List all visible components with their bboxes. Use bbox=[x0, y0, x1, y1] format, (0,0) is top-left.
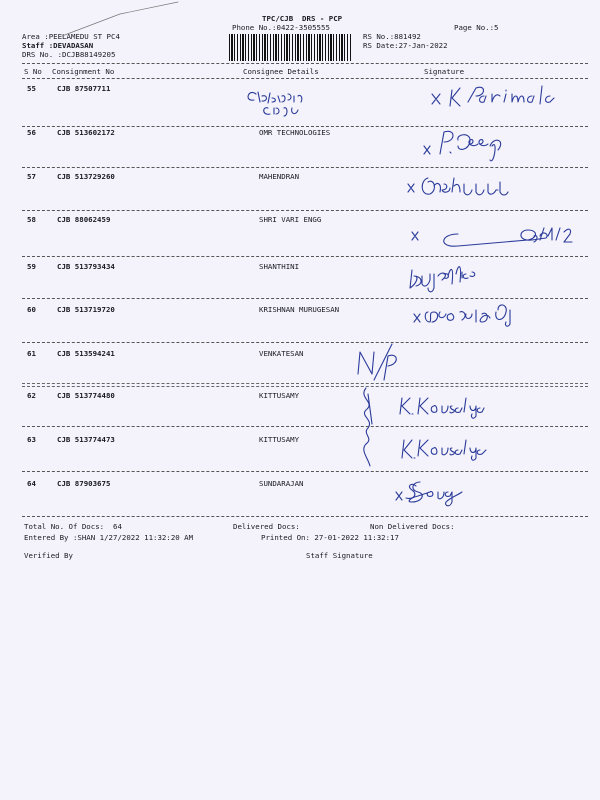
row-consignment: CJB 88062459 bbox=[57, 215, 111, 224]
document-title: TPC/CJB DRS - PCP bbox=[262, 14, 343, 23]
drs-number: DRS No. :DCJB88149205 bbox=[22, 50, 116, 59]
delivered-docs: Delivered Docs: bbox=[233, 522, 300, 531]
row-consignment: CJB 513602172 bbox=[57, 128, 115, 137]
row-sno: 64 bbox=[27, 479, 36, 488]
signature-63 bbox=[398, 436, 508, 468]
phone-number: Phone No.:0422-3505555 bbox=[232, 23, 330, 32]
row-sno: 59 bbox=[27, 262, 36, 271]
column-signature: Signature bbox=[424, 67, 465, 76]
row-consignee: MAHENDRAN bbox=[259, 172, 300, 181]
row-divider bbox=[22, 298, 588, 299]
row-consignment: CJB 87903675 bbox=[57, 479, 111, 488]
row-divider bbox=[22, 256, 588, 257]
row-divider bbox=[22, 426, 588, 427]
row-sno: 55 bbox=[27, 84, 36, 93]
header-rule-top bbox=[22, 63, 588, 64]
row-sno: 62 bbox=[27, 391, 36, 400]
signature-56 bbox=[420, 124, 550, 168]
row-sno: 61 bbox=[27, 349, 36, 358]
row-consignee: SUNDARAJAN bbox=[259, 479, 304, 488]
signature-64 bbox=[392, 478, 502, 514]
header-rule-bottom bbox=[22, 78, 588, 79]
row-consignment: CJB 513594241 bbox=[57, 349, 115, 358]
row-consignment: CJB 87507711 bbox=[57, 84, 111, 93]
row-consignee: KRISHNAN MURUGESAN bbox=[259, 305, 340, 314]
rs-number: RS No.:881492 bbox=[363, 32, 421, 41]
row-divider bbox=[22, 471, 588, 472]
area-label: Area :PEELAMEDU ST PC4 bbox=[22, 32, 120, 41]
row-consignee: KITTUSAMY bbox=[259, 435, 300, 444]
verified-by: Verified By bbox=[24, 551, 73, 560]
signature-55 bbox=[428, 84, 588, 118]
column-sno: S No bbox=[24, 67, 42, 76]
printed-on: Printed On: 27-01-2022 11:32:17 bbox=[261, 533, 399, 542]
row-consignment: CJB 513719720 bbox=[57, 305, 115, 314]
row-consignee: KITTUSAMY bbox=[259, 391, 300, 400]
row-consignee: OMR TECHNOLOGIES bbox=[259, 128, 331, 137]
signature-62 bbox=[396, 394, 506, 424]
row-consignment: CJB 513729260 bbox=[57, 172, 115, 181]
barcode bbox=[229, 34, 352, 61]
row-sno: 58 bbox=[27, 215, 36, 224]
consignee-handwriting bbox=[242, 84, 342, 122]
row-divider bbox=[22, 167, 588, 168]
staff-label: Staff :DEVADASAN bbox=[22, 41, 94, 50]
row-consignment: CJB 513774480 bbox=[57, 391, 115, 400]
row-sno: 56 bbox=[27, 128, 36, 137]
row-sno: 63 bbox=[27, 435, 36, 444]
row-divider bbox=[22, 342, 588, 343]
row-consignee: SHANTHINI bbox=[259, 262, 300, 271]
row-consignee: SHRI VARI ENGG bbox=[259, 215, 322, 224]
pen-mark bbox=[60, 0, 180, 40]
row-consignment: CJB 513793434 bbox=[57, 262, 115, 271]
total-docs: Total No. Of Docs: 64 bbox=[24, 522, 122, 531]
row-divider bbox=[22, 383, 588, 387]
signature-60 bbox=[410, 306, 550, 340]
entered-by: Entered By :SHAN 1/27/2022 11:32:20 AM bbox=[24, 533, 194, 542]
signature-57 bbox=[404, 172, 554, 210]
row-sno: 57 bbox=[27, 172, 36, 181]
row-sno: 60 bbox=[27, 305, 36, 314]
row-consignee: VENKATESAN bbox=[259, 349, 304, 358]
rs-date: RS Date:27-Jan-2022 bbox=[363, 41, 448, 50]
staff-signature: Staff Signature bbox=[306, 551, 373, 560]
table-end-rule bbox=[22, 516, 588, 517]
row-consignment: CJB 513774473 bbox=[57, 435, 115, 444]
signature-62-mark bbox=[350, 384, 390, 478]
row-divider bbox=[22, 210, 588, 211]
signature-59 bbox=[408, 256, 498, 300]
non-delivered-docs: Non Delivered Docs: bbox=[370, 522, 455, 531]
column-consignee: Consignee Details bbox=[243, 67, 319, 76]
page-number: Page No.:5 bbox=[454, 23, 499, 32]
column-consignment: Consignment No bbox=[52, 67, 115, 76]
